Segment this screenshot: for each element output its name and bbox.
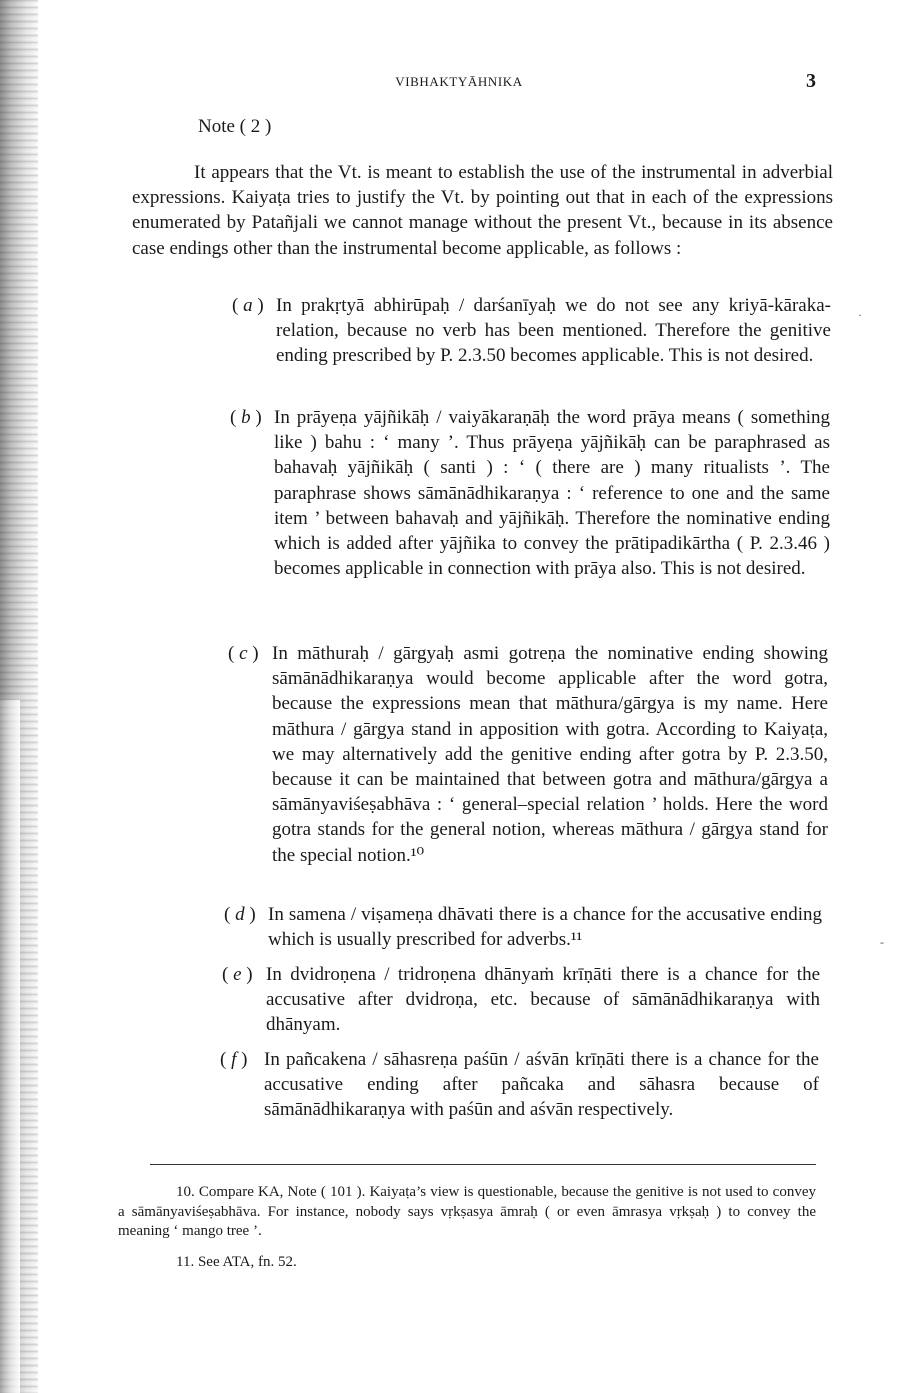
footnote-10: 10. Compare KA, Note ( 101 ). Kaiyaṭa’s view is questionable, because the genitive is not used to convey a sāmānyaviśeṣabhāva. For instance, nobody says vṛkṣasya āmraḥ ( or even āmrasya vṛkṣaḥ ) to convey the meaning ‘ mango tree ’. [118, 1184, 816, 1239]
example-entry-e [222, 962, 820, 1038]
intro-paragraph: It appears that the Vt. is meant to establish the use of the instrumental in adverbial expressions. Kaiyaṭa tries to justify the Vt. by pointing out that in each of the expressions enumerated by Patañjali we cannot manage without the present Vt., because in its absence case endings other than the instrumental become applicable, as follows : [132, 162, 833, 259]
note-heading: Note ( 2 ) [198, 116, 272, 137]
entry-label: ( e ) [222, 964, 253, 985]
example-entry-b [230, 405, 830, 581]
entry-label: ( d ) [224, 904, 256, 925]
example-entry-c [228, 641, 828, 868]
scan-speck: · [858, 308, 862, 322]
page-number: 3 [806, 70, 816, 92]
scan-speck: - [880, 935, 884, 949]
entry-text: In prakṛtyā abhirūpaḥ / darśanīyaḥ we do not see any kriyā-kāraka-relation, because no verb has been mentioned. Therefore the genitive ending prescribed by P. 2.3.50 becomes applicable. This is not desired. [276, 295, 831, 367]
entry-label: ( b ) [230, 407, 262, 428]
running-head: VIBHAKTYĀHNIKA [395, 74, 523, 89]
scanned-page-edge-fade [0, 700, 20, 1393]
entry-label: ( c ) [228, 643, 259, 664]
footnote-rule [150, 1164, 816, 1165]
example-entry-d [224, 902, 822, 952]
entry-text: In pañcakena / sāhasreṇa paśūn / aśvān krīṇāti there is a chance for the accusative ending after pañcaka and sāhasra because of sāmānādhikaraṇya with paśūn and aśvān respectively. [264, 1049, 819, 1121]
footnote-11: 11. See ATA, fn. 52. [176, 1254, 297, 1270]
example-entry-a [232, 293, 831, 369]
entry-text: In māthuraḥ / gārgyaḥ asmi gotreṇa the nominative ending showing sāmānādhikaraṇya would become applicable after the word gotra, because the expressions mean that māthura/gārgya is my name. Here māthura / gārgya stand in apposition with gotra. According to Kaiyaṭa, we may alternatively add the genitive ending after gotra by P. 2.3.50, because it can be maintained that between gotra and māthura/gārgya a sāmānyaviśeṣabhāva : ‘ general–special relation ’ holds. Here the word gotra stands for the general notion, whereas māthura / gārgya stand for the special notion.¹⁰ [272, 643, 828, 866]
example-entry-f [220, 1047, 819, 1123]
entry-text: In prāyeṇa yājñikāḥ / vaiyākaraṇāḥ the word prāya means ( something like ) bahu : ‘ many ’. Thus prāyeṇa yājñikāḥ can be paraphrased as bahavaḥ yājñikāḥ ( santi ) : ‘ ( there are ) many ritualists ’. The paraphrase shows sāmānādhikaraṇya : ‘ reference to one and the same item ’ between bahavaḥ and yājñikāḥ. Therefore the nominative ending which is added after yājñika to convey the prātipadikārtha ( P. 2.3.46 ) becomes applicable in connection with prāya also. This is not desired. [274, 407, 830, 580]
entry-label: ( a ) [232, 295, 264, 316]
entry-text: In dvidroṇena / tridroṇena dhānyaṁ krīṇāti there is a chance for the accusative after dvidroṇa, etc. because of sāmānādhikaraṇya with dhānyam. [266, 964, 820, 1036]
entry-label: ( f ) [220, 1049, 248, 1070]
entry-text: In samena / viṣameṇa dhāvati there is a chance for the accusative ending which is usually prescribed for adverbs.¹¹ [268, 904, 822, 951]
